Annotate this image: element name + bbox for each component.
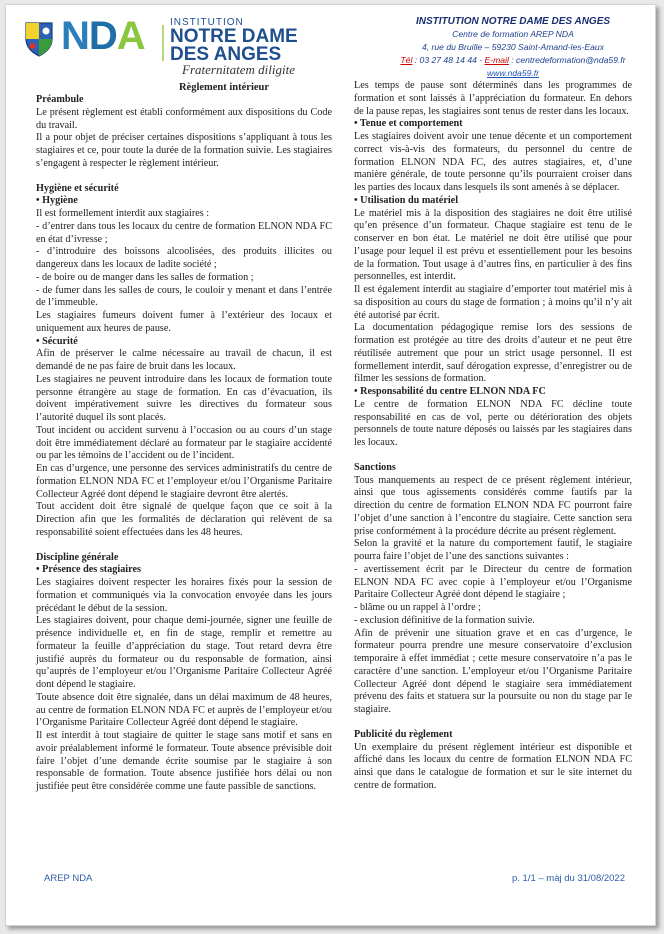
section-heading: • Responsabilité du centre ELNON NDA FC xyxy=(354,386,546,397)
document-title: Règlement intérieur xyxy=(178,82,270,93)
paragraph: Tous manquements au respect de ce présent règlement intérieur, ainsi que tous agissements considérés comme fautifs par la direction du centre de formation ELNON NDA FC pourront faire l’objet d’une sanction à l’encontre du stagiaire. Cette sanction sera prise conformément à la procédure décrite au présent règlement. xyxy=(354,474,632,537)
paragraph-spacer xyxy=(36,171,332,183)
institution-logo xyxy=(24,14,314,77)
paragraph: Le matériel mis à la disposition des stagiaires ne doit être utilisé qu’en présence d’un formateur. Chaque stagiaire est tenu de le conserver en bon état. Le matériel ne doit être utilisé que pour l’usage pour lequel il est prévu et essentiellement pour les besoins de la formation. Tout usage à d’autres fins, en particulier à des fins personnelles, est interdit. xyxy=(354,207,632,283)
section-heading: Discipline générale xyxy=(36,551,119,563)
paragraph-spacer xyxy=(36,540,332,552)
contact-institution: INSTITUTION NOTRE DAME DES ANGES xyxy=(415,16,611,27)
paragraph: - d’introduire des boissons alcoolisées, des produits illicites ou dangereux dans les locaux de ladite société ; xyxy=(36,246,332,270)
paragraph: - d’entrer dans tous les locaux du centre de formation ELNON NDA FC en état d’ivresse ; xyxy=(36,220,332,245)
section-heading: Hygiène et sécurité xyxy=(36,182,119,194)
footer-organization: AREP NDA xyxy=(44,873,93,884)
nda-wordmark: NDA xyxy=(61,14,145,58)
logo-divider xyxy=(162,25,164,61)
paragraph: Les stagiaires ne peuvent introduire dans les locaux de formation toute personne étrangère au stage de formation. En cas d’évacuation, ils doivent impérativement suivre les directives du formateur sous l’autorité duquel ils sont placés. xyxy=(36,373,332,423)
paragraph-spacer xyxy=(354,717,632,729)
email-label: E-mail xyxy=(484,55,509,65)
paragraph: Il est interdit à tout stagiaire de quitter le stage sans motif et sans en avoir préalablement informé le formateur. Toute absence prévisible doit faire l’objet d’une demande écrite soumise par le stagiaire à son responsable de formation. Toute absence justifiée hors délai ou non justifiée peut être considérée comme une faute passible de sanctions. xyxy=(36,730,332,792)
paragraph: Il est formellement interdit aux stagiaires : xyxy=(36,208,210,219)
paragraph: - exclusion définitive de la formation suivie. xyxy=(354,614,535,626)
paragraph-spacer xyxy=(354,450,632,462)
paragraph: Le centre de formation ELNON NDA FC décline toute responsabilité en cas de vol, perte ou détérioration des objets personnels de toute nature déposés ou laissés par les stagiaires dans les locaux. xyxy=(354,398,632,448)
paragraph: Les stagiaires doivent, pour chaque demi-journée, signer une feuille de présence individuelle et, en fin de stage, remplir et remettre au formateur la feuille d’appréciation du stage. Tout retard devra être justifié auprès du formateur ou du responsable de formation, ainsi qu’auprès de l’employeur et/ou l’Organisme Paritaire Collecteur Agréé dont dépend le stagiaire. xyxy=(36,615,332,690)
paragraph: Toute absence doit être signalée, dans un délai maximum de 48 heures, au centre de formation ELNON NDA FC et auprès de l’employeur et/ou l’Organisme Paritaire Collecteur Agréé dont dépend le stagiaire. xyxy=(36,691,332,729)
paragraph: Un exemplaire du présent règlement intérieur est disponible et affiché dans les locaux du centre de formation ELNON NDA FC ainsi que dans le catalogue de formation et sur le site internet du centre de formation. xyxy=(354,741,632,791)
paragraph: Il est également interdit au stagiaire d’emporter tout matériel mis à sa disposition au cours du stage de formation ; à moins qu’il n’y ait été autorisé par écrit. xyxy=(354,284,632,321)
section-heading: • Tenue et comportement xyxy=(354,118,463,130)
motto: Fraternitatem diligite xyxy=(182,62,296,77)
paragraph: Afin de préserver le calme nécessaire au travail de chacun, il est demandé de ne pas faire de bruit dans les locaux. xyxy=(36,348,332,372)
left-column xyxy=(36,94,332,794)
paragraph: Le présent règlement est établi conformément aux dispositions du Code du travail. xyxy=(36,106,332,131)
section-heading: • Sécurité xyxy=(36,335,78,347)
institution-label: INSTITUTION xyxy=(170,17,244,28)
paragraph: - blâme ou un rappel à l’ordre ; xyxy=(354,602,482,613)
paragraph: Les stagiaires fumeurs doivent fumer à l’extérieur des locaux et uniquement aux heures de pause. xyxy=(36,310,332,334)
contact-address: 4, rue du Bruille – 59230 Saint-Amand-les-Eaux xyxy=(421,42,604,52)
paragraph: Tout accident doit être signalé de quelque façon que ce soit à la Direction afin que les formalités de déclaration qui relèvent de sa responsabilité soient effectuées dans les 48 heures. xyxy=(36,501,332,538)
section-heading: • Hygiène xyxy=(36,195,78,207)
institution-name-line-2: DES ANGES xyxy=(170,44,282,65)
paragraph: - avertissement écrit par le Directeur du centre de formation ELNON NDA FC avec copie à l’employeur et/ou l’Organisme Paritaire Collecteur Agréé dont dépend le stagiaire ; xyxy=(354,563,632,601)
right-column xyxy=(354,80,632,793)
section-heading: Sanctions xyxy=(354,461,396,473)
website-link[interactable]: www.nda59.fr xyxy=(486,68,540,78)
contact-center: Centre de formation AREP NDA xyxy=(452,29,574,39)
footer-page-info: p. 1/1 – màj du 31/08/2022 xyxy=(511,873,625,884)
paragraph: Il a pour objet de préciser certaines dispositions s’appliquant à tous les stagiaires et ce, pour toute la durée de la formation suivie. Les stagiaires s’engagent à respecter le règlement intérieur. xyxy=(36,132,332,169)
contact-phone-email xyxy=(376,54,650,67)
paragraph: Les temps de pause sont déterminés dans les programmes de formation et sont laissés à l’appréciation du formateur. En dehors de la pause repas, les stagiaires sont tenus de rester dans les locaux. xyxy=(354,80,632,117)
paragraph: En cas d’urgence, une personne des services administratifs du centre de formation ELNON NDA FC et l’employeur et/ou l’Organisme Paritaire Collecteur Agréé dont dépend le stagiaire devront être alertés. xyxy=(36,463,332,500)
section-heading: • Utilisation du matériel xyxy=(354,194,459,206)
email-value[interactable]: : centredeformation@nda59.fr xyxy=(508,55,626,65)
page-header xyxy=(6,5,655,91)
institution-name-line-1: NOTRE DAME xyxy=(170,26,298,47)
document-page xyxy=(5,4,656,926)
paragraph: - de boire ou de manger dans les salles de formation ; xyxy=(36,271,254,283)
paragraph: Les stagiaires doivent respecter les horaires fixés pour la session de formation et communiqués via la convocation envoyée dans les jours précédant le début de la session. xyxy=(36,577,332,614)
paragraph: Afin de prévenir une situation grave et en cas d’urgence, le formateur pourra prendre une mesure conservatoire d’exclusion temporaire à effet immédiat ; cette mesure conservatoire n’a pas le caractère d’une sanction. L’employeur et/ou l’Organisme Paritaire Collecteur Agréé dont dépend le stagiaire sera immédiatement prévenu des faits et statuera sur la poursuite ou non du stage par le stagiaire. xyxy=(354,627,632,715)
phone-label: Tél xyxy=(400,55,413,65)
section-heading: • Présence des stagiaires xyxy=(36,564,141,576)
paragraph: La documentation pédagogique remise lors des sessions de formation est protégée au titre des droits d’auteur et ne peut être réutilisée autrement que pour un strict usage personnel. Il est formellement interdit, sauf dérogation expresse, d’enregistrer ou de filmer les sessions de formation. xyxy=(354,322,632,385)
paragraph: Selon la gravité et la nature du comportement fautif, le stagiaire pourra faire l’objet de l’une des sanctions suivantes : xyxy=(354,538,632,562)
paragraph: Tout incident ou accident survenu à l’occasion ou au cours d’un stage doit être immédiatement déclaré au formateur par le stagiaire accidenté ou par les témoins de l’accident ou de l’incident. xyxy=(36,424,332,462)
coat-of-arms-icon xyxy=(24,21,54,57)
paragraph: Les stagiaires doivent avoir une tenue décente et un comportement correct vis-à-vis des formateurs, du personnel du centre de formation ELNON NDA FC, des autres stagiaires, et, d’une manière générale, de toute personne qu’ils pourraient croiser dans les parties des locaux dans lesquels ils sont amenés à se déplacer. xyxy=(354,131,632,193)
section-heading: Publicité du règlement xyxy=(354,728,453,740)
phone-value: : 03 27 48 14 44 - xyxy=(412,55,485,65)
paragraph: - de fumer dans les salles de cours, le couloir y menant et dans l’entrée de l’immeuble. xyxy=(36,284,332,309)
section-heading: Préambule xyxy=(36,94,84,105)
contact-block xyxy=(376,15,650,80)
institution-name xyxy=(170,17,298,64)
